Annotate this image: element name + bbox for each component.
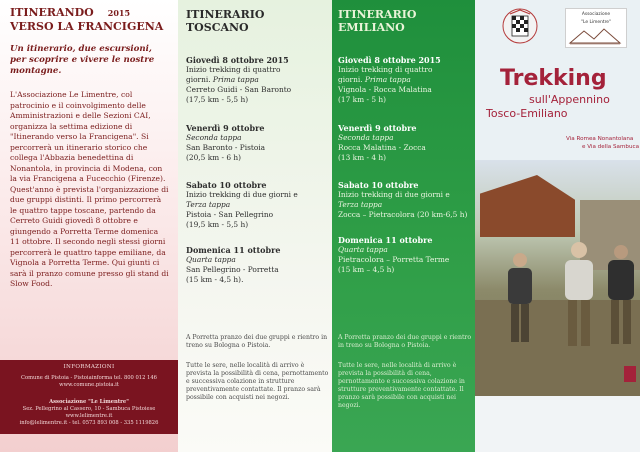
intro-subtitle: Un itinerario, due escursioni, per scoprire e vivere le nostre montagne. [10,44,155,76]
cover-title: Trekking [500,66,607,91]
toscano-stage-4: Domenica 11 ottobre Quarta tappa San Pellegrino - Porretta (15 km - 4,5 h). [186,245,281,284]
info-box [0,360,178,434]
hiker-1 [500,250,540,350]
info-address: Sez. Pellegrino al Cassero, 10 - Sambuca Pistoiese [22,406,156,412]
emiliano-stage-4: Domenica 11 ottobre Quarta tappa Pietracolora – Porretta Terme (15 km – 4,5 h) [338,235,450,274]
info-contacts: info@lelimentre.it - tel. 0573 893 008 - 335 1119826 [19,420,159,426]
hiker-3 [602,242,640,352]
toscano-stage-3: Sabato 10 ottobre Inizio trekking di due giorni e Terza tappa Pistoia - San Pellegrino (19,5 km - 5,5 h) [186,180,298,229]
emiliano-note-lunch: A Porretta pranzo dei due gruppi e rientro in treno su Bologna o Pistoia. [338,334,472,349]
small-logo [624,366,636,382]
info-line-web: www.comune.pistoia.it [59,382,119,388]
cover-subtitle-1: sull'Appennino [529,93,610,106]
emiliano-stage-2: Venerdì 9 ottobre Seconda tappa Rocca Malatina - Zocca (13 km - 4 h) [338,123,426,162]
info-line-pistoia: Comune di Pistoia - Pistoiainforma tel. 800 012 146 [21,375,157,381]
toscano-stage-2: Venerdì 9 ottobre Seconda tappa San Baronto - Pistoia (20,5 km - 6 h) [186,123,266,162]
toscano-header: ITINERARIO TOSCANO [186,8,265,34]
intro-body: L'Associazione Le Limentre, col patrocinio e il coinvolgimento delle Amministrazioni e delle Sezioni CAI, organizza la settima edizione di "Itinerando verso la Francigena". Si percorrerà un itinerario storico che collega l'Abbazia benedettina di Nonantola, in provincia di Modena, con la via Francigena a Fucecchio (Firenze). Quest'anno è prevista l'organizzazione di due gruppi distinti. Il primo percorrerà le quattro tappe toscane, partendo da Cerreto Guidi giovedì 8 ottobre e giungendo a Porretta Terme domenica 11 ottobre. Il secondo negli stessi giorni percorrerà le quattro tappe emiliane, da Vignola a Porretta Terme. Qui giunti ci sarà il pranzo comune presso gli stand di Slow Food. [10,90,169,288]
emiliano-stage-3: Sabato 10 ottobre Inizio trekking di due giorni e Terza tappa Zocca – Pietracolora (20 km-6,5 h) [338,180,468,219]
cover-subtitle-2: Tosco-Emiliano [486,107,568,120]
intro-title: ITINERANDO 2015 VERSO LA FRANCIGENA [10,6,164,33]
toscano-stage-1: Giovedì 8 ottobre 2015 Inizio trekking di quattro giorni. Prima tappa Cerreto Guidi - San Baronto (17,5 km - 5,5 h) [186,55,292,104]
toscano-note-evening: Tutte le sere, nelle località di arrivo è prevista la possibilità di cena, pernottamento e successiva colazione in strutture preventivamente contattate. Il pranzo sarà possibile con acquisti nei negozi. [186,362,329,401]
toscano-note-lunch: A Porretta pranzo dei due gruppi e rientro in treno su Bologna o Pistoia. [186,334,328,349]
info-heading: INFORMAZIONI [63,364,115,370]
hiker-2 [555,240,603,352]
info-site: www.lelimentre.it [65,413,113,419]
emiliano-note-evening: Tutte le sere, nelle località di arrivo è prevista la possibilità di cena, pernottamento e successiva colazione in strutture preventivamente contattate. Il pranzo sarà possibile con acquisti nei negozi. [338,362,465,409]
comune-pistoia-logo [500,6,540,48]
emiliano-header: ITINERARIO EMILIANO [338,8,417,34]
cover-footer-strip [475,396,640,452]
cover-route-1: Via Romea Nonantolana [566,136,634,142]
info-assoc: Associazione "Le Limentre" [49,399,129,405]
le-limentre-logo: Associazione "Le Limentre" [565,8,627,48]
cover-route-2: e Via della Sambuca [582,144,640,150]
emiliano-stage-1: Giovedì 8 ottobre 2015 Inizio trekking di quattro giorni. Prima tappa Vignola - Rocca Malatina (17 km - 5 h) [338,55,441,104]
